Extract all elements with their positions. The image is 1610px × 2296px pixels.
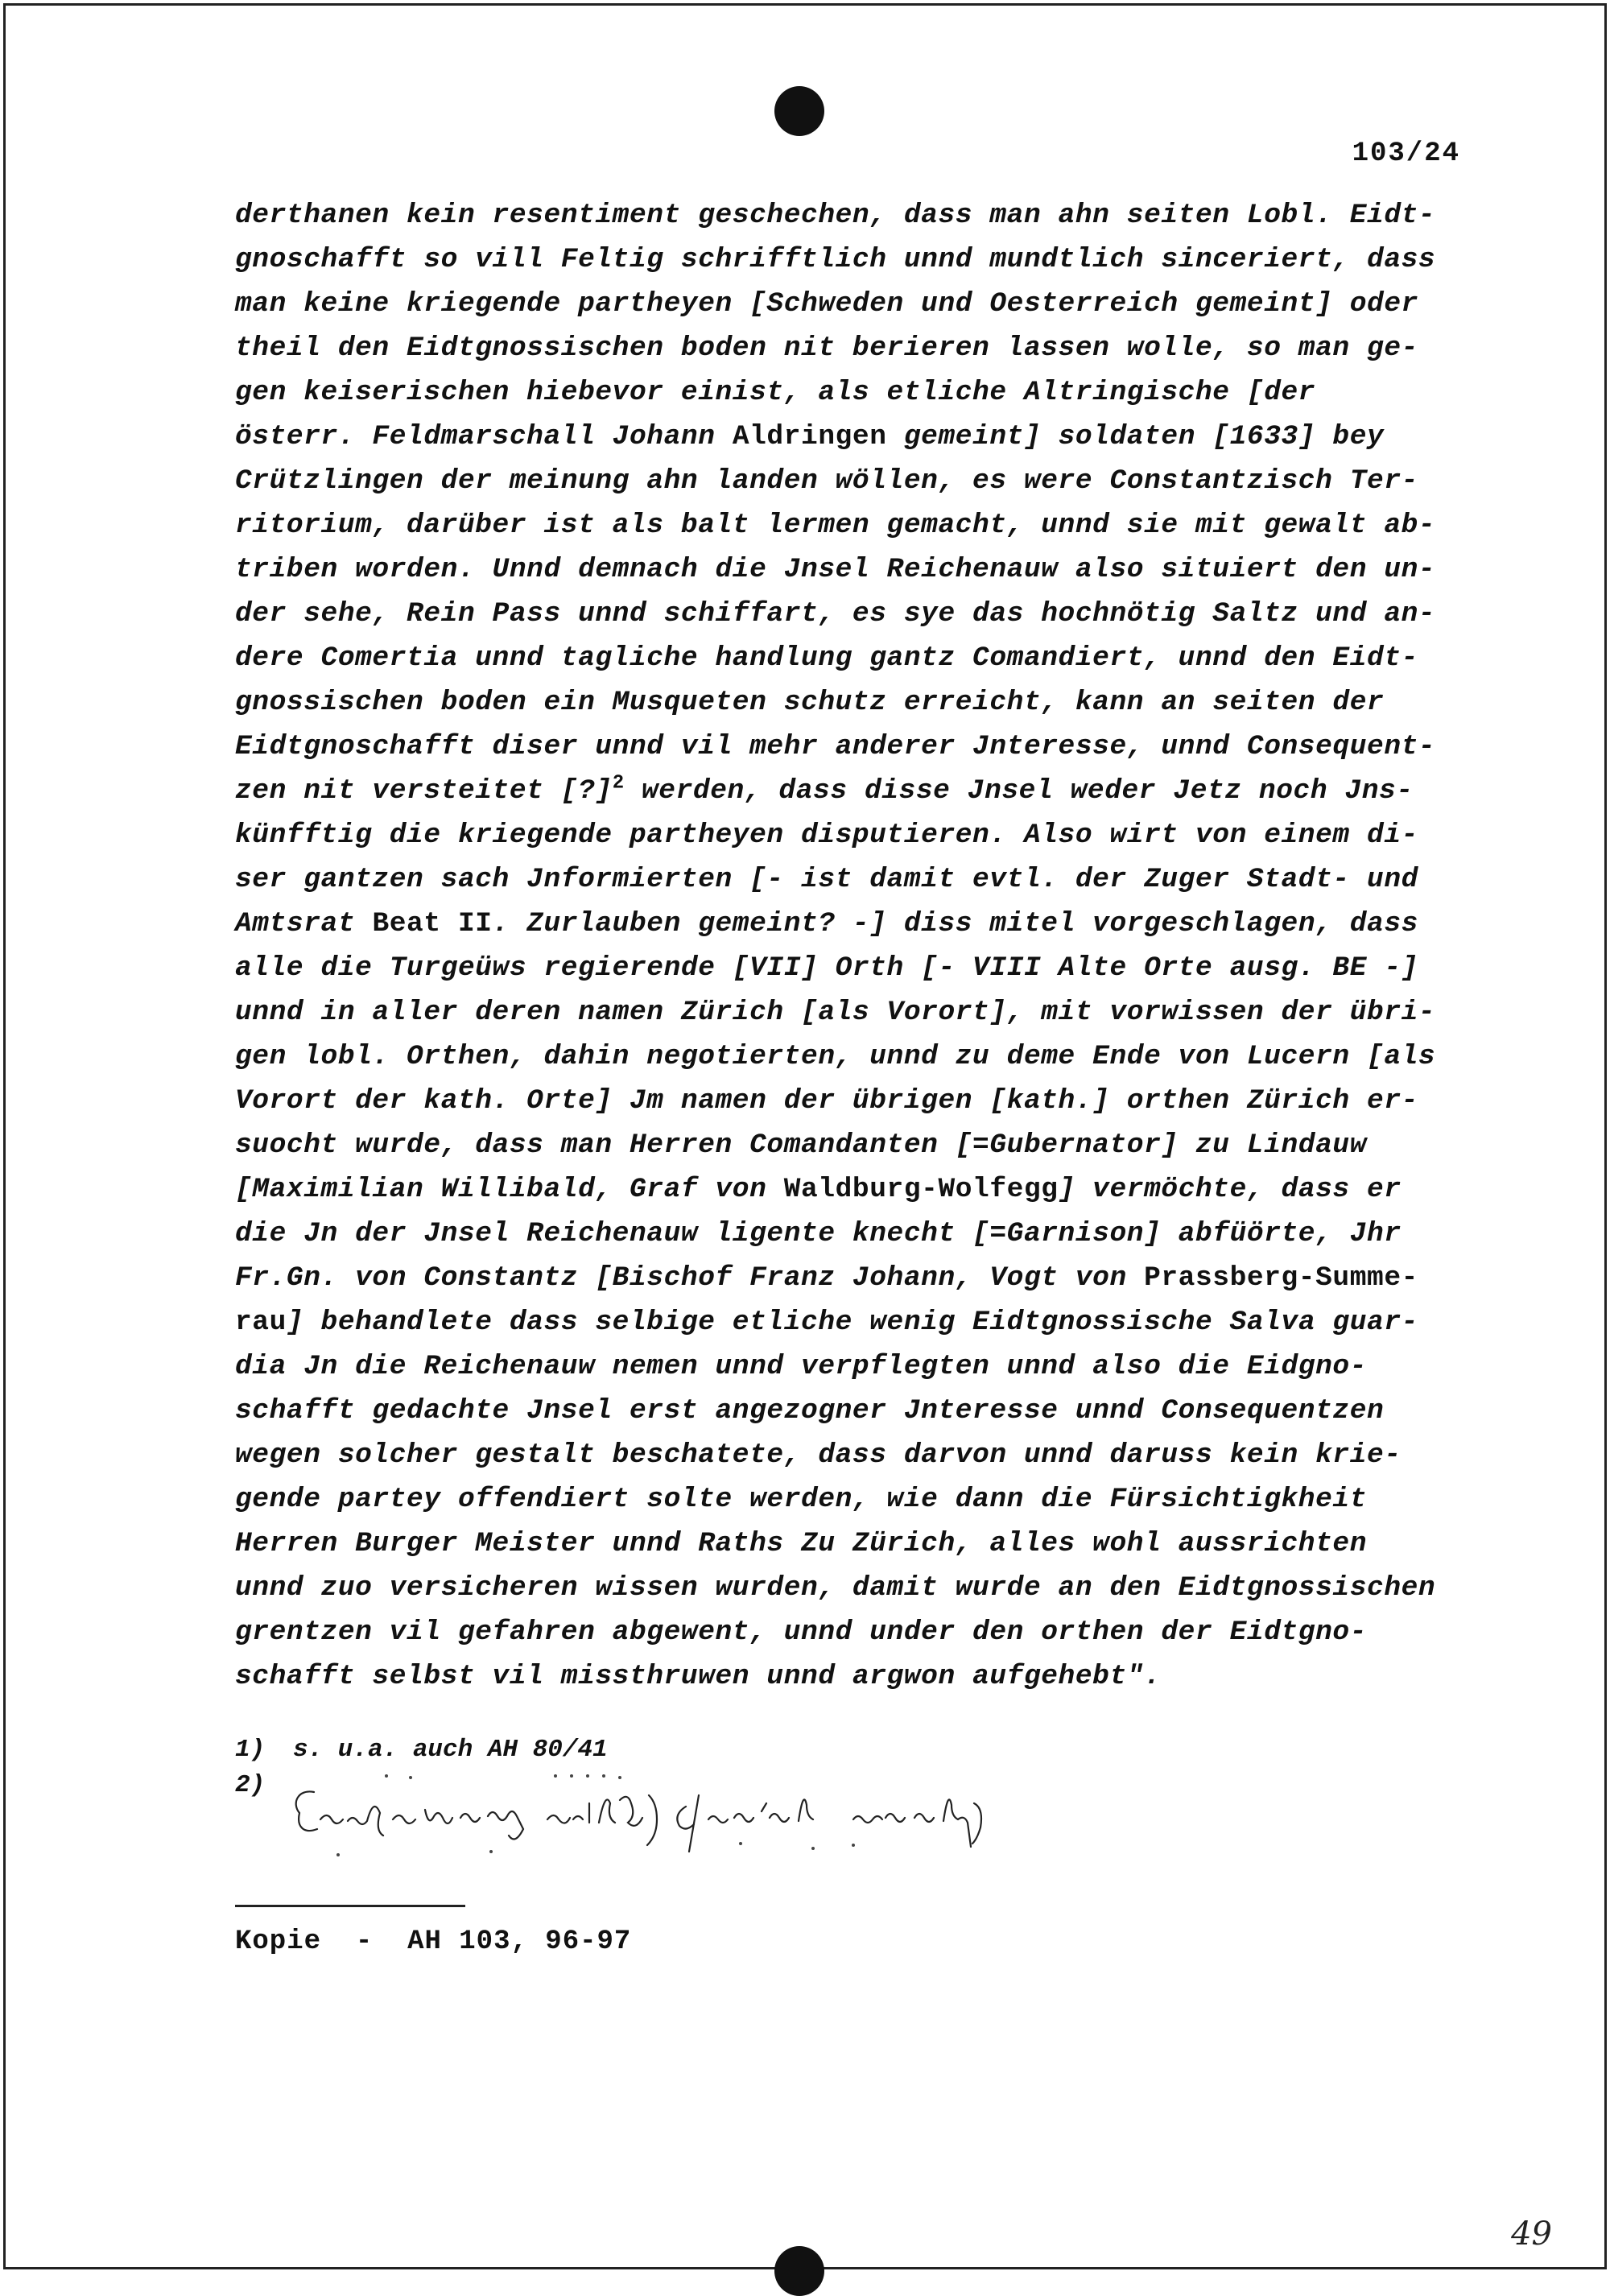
body-text xyxy=(235,193,1491,1699)
text-line xyxy=(235,503,1491,547)
text-line xyxy=(235,1610,1491,1654)
text-line xyxy=(235,326,1491,370)
text-run: grentzen vil gefahren abgewent, unnd under den orthen der Eidtgno- xyxy=(235,1617,1368,1648)
text-line xyxy=(235,902,1491,946)
text-run: dere Comertia unnd tagliche handlung gantz Comandiert, unnd den Eidt- xyxy=(235,642,1418,674)
text-line xyxy=(235,946,1491,990)
text-line xyxy=(235,237,1491,282)
punch-hole-bottom xyxy=(774,2246,824,2296)
text-run: werden, dass disse Jnsel weder Jetz noch Jns- xyxy=(624,775,1414,807)
text-line xyxy=(235,813,1491,857)
text-run: Eidtgnoschafft diser unnd vil mehr anderer Jnteresse, unnd Consequent- xyxy=(235,731,1436,762)
text-line xyxy=(235,1654,1491,1699)
text-line xyxy=(235,1344,1491,1389)
footnote-text: s. u.a. auch AH 80/41 xyxy=(293,1736,608,1764)
text-run: die Jn der Jnsel Reichenauw ligente knecht [=Garnison] abfüörte, Jhr xyxy=(235,1218,1402,1249)
text-run: ] behandlete dass selbige etliche wenig Eidtgnossische Salva guar- xyxy=(286,1307,1418,1338)
separator-rule xyxy=(235,1905,465,1907)
footnote-1 xyxy=(235,1732,608,1768)
text-run: gende partey offendiert solte werden, wie dann die Fürsichtigkheit xyxy=(235,1484,1368,1515)
text-run: ser gantzen sach Jnformierten [- ist damit evtl. der Zuger Stadt- und xyxy=(235,864,1418,895)
source-separator: - xyxy=(355,1926,374,1957)
bold-name: Waldburg-Wolfegg xyxy=(783,1174,1059,1205)
text-run: Herren Burger Meister unnd Raths Zu Zürich, alles wohl aussrichten xyxy=(235,1528,1368,1559)
text-run: man keine kriegende partheyen [Schweden und Oesterreich gemeint] oder xyxy=(235,288,1418,320)
text-run: der sehe, Rein Pass unnd schiffart, es sye das hochnötig Saltz und an- xyxy=(235,598,1436,630)
text-run: schafft gedachte Jnsel erst angezogner Jnteresse unnd Consequentzen xyxy=(235,1395,1385,1427)
text-run: Vorort der kath. Orte] Jm namen der übrigen [kath.] orthen Zürich er- xyxy=(235,1085,1418,1117)
page-number: 103/24 xyxy=(1352,138,1460,169)
corner-page-number: 49 xyxy=(1511,2215,1552,2253)
text-run: Amtsrat xyxy=(235,908,373,939)
text-line xyxy=(235,1433,1491,1477)
text-run: schafft selbst vil missthruwen unnd argwon aufgehebt". xyxy=(235,1661,1162,1692)
text-line xyxy=(235,725,1491,769)
text-line xyxy=(235,1300,1491,1344)
bold-name: Beat II xyxy=(372,908,493,939)
text-run: gemeint] soldaten [1633] bey xyxy=(886,421,1385,452)
text-run: alle die Turgeüws regierende [VII] Orth [- VIII Alte Orte ausg. BE -] xyxy=(235,952,1418,984)
bold-name: Prassberg-Summe- xyxy=(1144,1262,1418,1294)
text-run: unnd in aller deren namen Zürich [als Vorort], mit vorwissen der übri- xyxy=(235,997,1436,1028)
footnote-marker: 1) xyxy=(235,1736,266,1764)
text-line xyxy=(235,1566,1491,1610)
text-line xyxy=(235,680,1491,725)
text-line xyxy=(235,636,1491,680)
text-run: triben worden. Unnd demnach die Jnsel Reichenauw also situiert den un- xyxy=(235,554,1436,585)
text-run: ] vermöchte, dass er xyxy=(1058,1174,1402,1205)
text-line xyxy=(235,547,1491,592)
text-line xyxy=(235,1477,1491,1522)
text-line xyxy=(235,1123,1491,1167)
footnote-reference: 2 xyxy=(612,772,625,795)
text-run: gen lobl. Orthen, dahin negotierten, unnd zu deme Ende von Lucern [als xyxy=(235,1041,1436,1072)
text-line xyxy=(235,990,1491,1034)
text-line xyxy=(235,769,1491,813)
handwritten-footnote-image xyxy=(290,1771,1014,1860)
text-line xyxy=(235,193,1491,237)
text-run: theil den Eidtgnossischen boden nit berieren lassen wolle, so man ge- xyxy=(235,332,1418,364)
text-line xyxy=(235,1389,1491,1433)
text-line xyxy=(235,1034,1491,1079)
text-run: unnd zuo versicheren wissen wurden, damit wurde an den Eidtgnossischen xyxy=(235,1572,1436,1604)
text-line xyxy=(235,592,1491,636)
text-line xyxy=(235,1167,1491,1212)
text-run: derthanen kein resentiment geschechen, dass man ahn seiten Lobl. Eidt- xyxy=(235,200,1436,231)
text-line xyxy=(235,459,1491,503)
text-run: künfftig die kriegende partheyen disputieren. Also wirt von einem di- xyxy=(235,820,1418,851)
text-run: österr. Feldmarschall Johann xyxy=(235,421,733,452)
text-line xyxy=(235,1212,1491,1256)
text-line xyxy=(235,415,1491,459)
text-run: gnoschafft so vill Feltig schrifftlich unnd mundtlich sinceriert, dass xyxy=(235,244,1436,275)
text-run: . Zurlauben gemeint? -] diss mitel vorgeschlagen, dass xyxy=(492,908,1418,939)
text-run: zen nit versteitet [?] xyxy=(235,775,613,807)
text-run: suocht wurde, dass man Herren Comandanten [=Gubernator] zu Lindauw xyxy=(235,1129,1368,1161)
text-line xyxy=(235,370,1491,415)
text-run: Crützlingen der meinung ahn landen wöllen, es were Constantzisch Ter- xyxy=(235,465,1418,497)
text-run: gnossischen boden ein Musqueten schutz erreicht, kann an seiten der xyxy=(235,687,1385,718)
footnote-marker: 2) xyxy=(235,1771,266,1799)
source-archive-reference: AH 103, 96-97 xyxy=(407,1926,632,1957)
bold-name: rau xyxy=(235,1307,287,1338)
text-line xyxy=(235,1256,1491,1300)
text-run: [Maximilian Willibald, Graf von xyxy=(235,1174,784,1205)
text-run: Fr.Gn. von Constantz [Bischof Franz Johann, Vogt von xyxy=(235,1262,1145,1294)
text-line xyxy=(235,857,1491,902)
text-line xyxy=(235,1079,1491,1123)
punch-hole-top xyxy=(774,86,824,136)
source-reference xyxy=(235,1926,631,1957)
text-line xyxy=(235,282,1491,326)
text-run: wegen solcher gestalt beschatete, dass darvon unnd daruss kein krie- xyxy=(235,1439,1402,1471)
text-line xyxy=(235,1522,1491,1566)
source-label: Kopie xyxy=(235,1926,322,1957)
text-run: ritorium, darüber ist als balt lermen gemacht, unnd sie mit gewalt ab- xyxy=(235,510,1436,541)
bold-name: Aldringen xyxy=(732,421,887,452)
text-run: gen keiserischen hiebevor einist, als etliche Altringische [der xyxy=(235,377,1316,408)
text-run: dia Jn die Reichenauw nemen unnd verpflegten unnd also die Eidgno- xyxy=(235,1351,1368,1382)
